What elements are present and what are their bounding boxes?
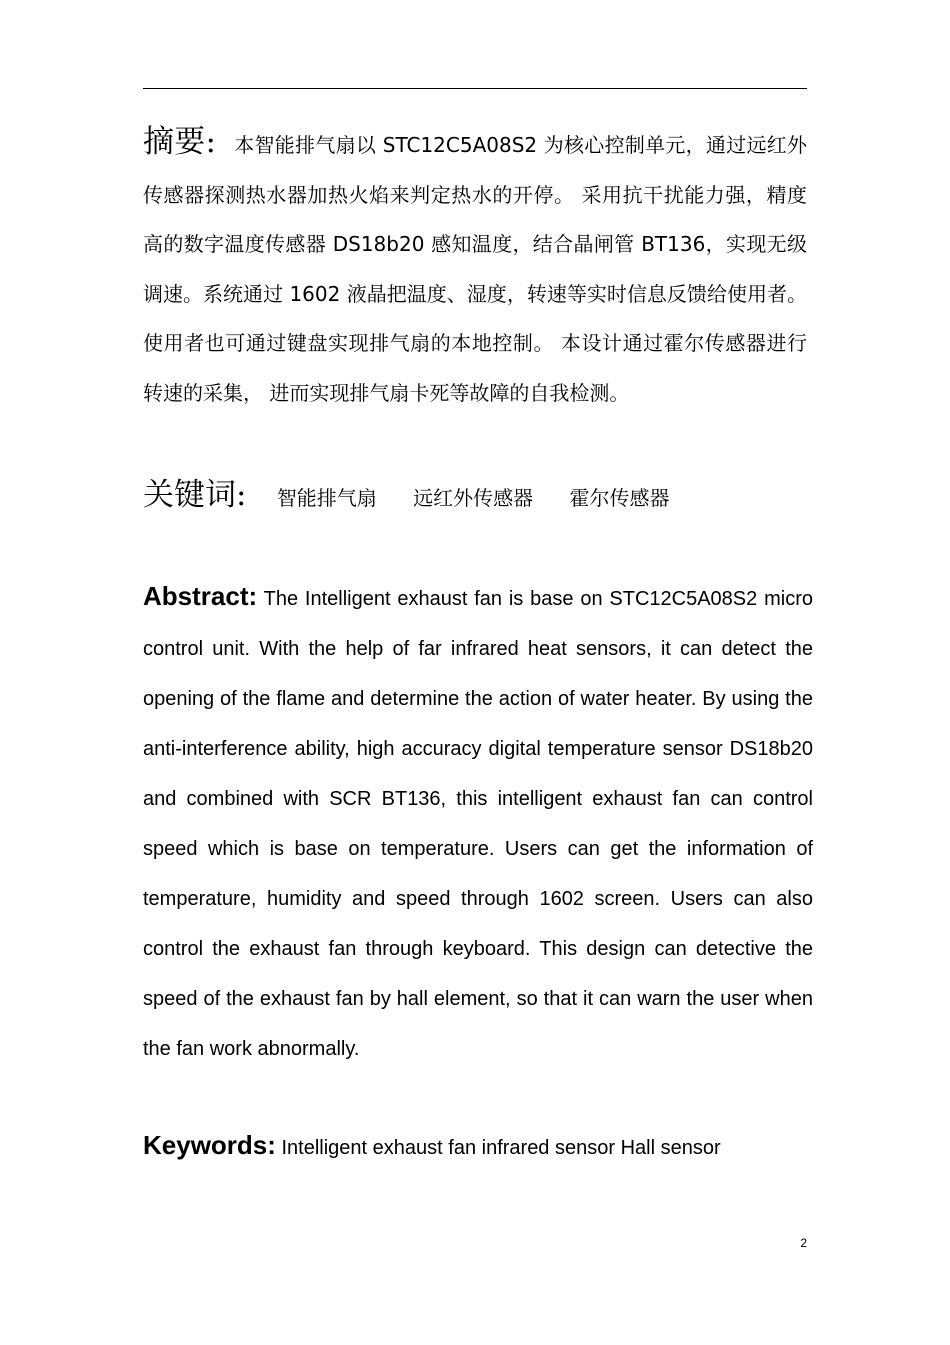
- chinese-abstract-heading: 摘要:: [143, 124, 216, 160]
- english-keywords: [143, 1120, 813, 1173]
- chinese-keywords-heading: 关键词:: [143, 477, 247, 513]
- english-abstract-body: The Intelligent exhaust fan is base on STC12C5A08S2 micro control unit. With the help of far infrared heat sensors, it can detect the opening of the flame and determine the action of water heater. By using the anti-interference ability, high accuracy digital temperature sensor DS18b20 and combined with SCR BT136, this intelligent exhaust fan can control speed which is base on temperature. Users can get the information of temperature, humidity and speed through 1602 screen. Users can also control the exhaust fan through keyboard. This design can detective the speed of the exhaust fan by hall element, so that it can warn the user when the fan work abnormally.: [143, 588, 813, 1060]
- chinese-abstract: [143, 118, 807, 418]
- page-number: 2: [800, 1236, 807, 1250]
- chinese-keyword: 霍尔传感器: [569, 486, 670, 510]
- chinese-abstract-body: 本智能排气扇以 STC12C5A08S2 为核心控制单元，通过远红外传感器探测热水器加热火焰来判定热水的开停。 采用抗干扰能力强，精度高的数字温度传感器 DS18b20 感知温度，结合晶闸管 BT136，实现无级调速。系统通过 1602 液晶把温度、湿度，转速等实时信息反馈给使用者。 使用者也可通过键盘实现排气扇的本地控制。 本设计通过霍尔传感器进行转速的采集， 进而实现排气扇卡死等故障的自我检测。: [143, 133, 807, 405]
- chinese-keyword: 远红外传感器: [413, 486, 534, 510]
- english-abstract-heading: Abstract:: [143, 581, 258, 611]
- english-abstract: [143, 571, 813, 1074]
- chinese-keyword: 智能排气扇: [276, 486, 377, 510]
- chinese-keywords: [143, 470, 807, 523]
- english-keywords-text: Intelligent exhaust fan infrared sensor Hall sensor: [281, 1137, 721, 1159]
- english-keywords-heading: Keywords:: [143, 1130, 276, 1160]
- header-rule: [143, 88, 807, 89]
